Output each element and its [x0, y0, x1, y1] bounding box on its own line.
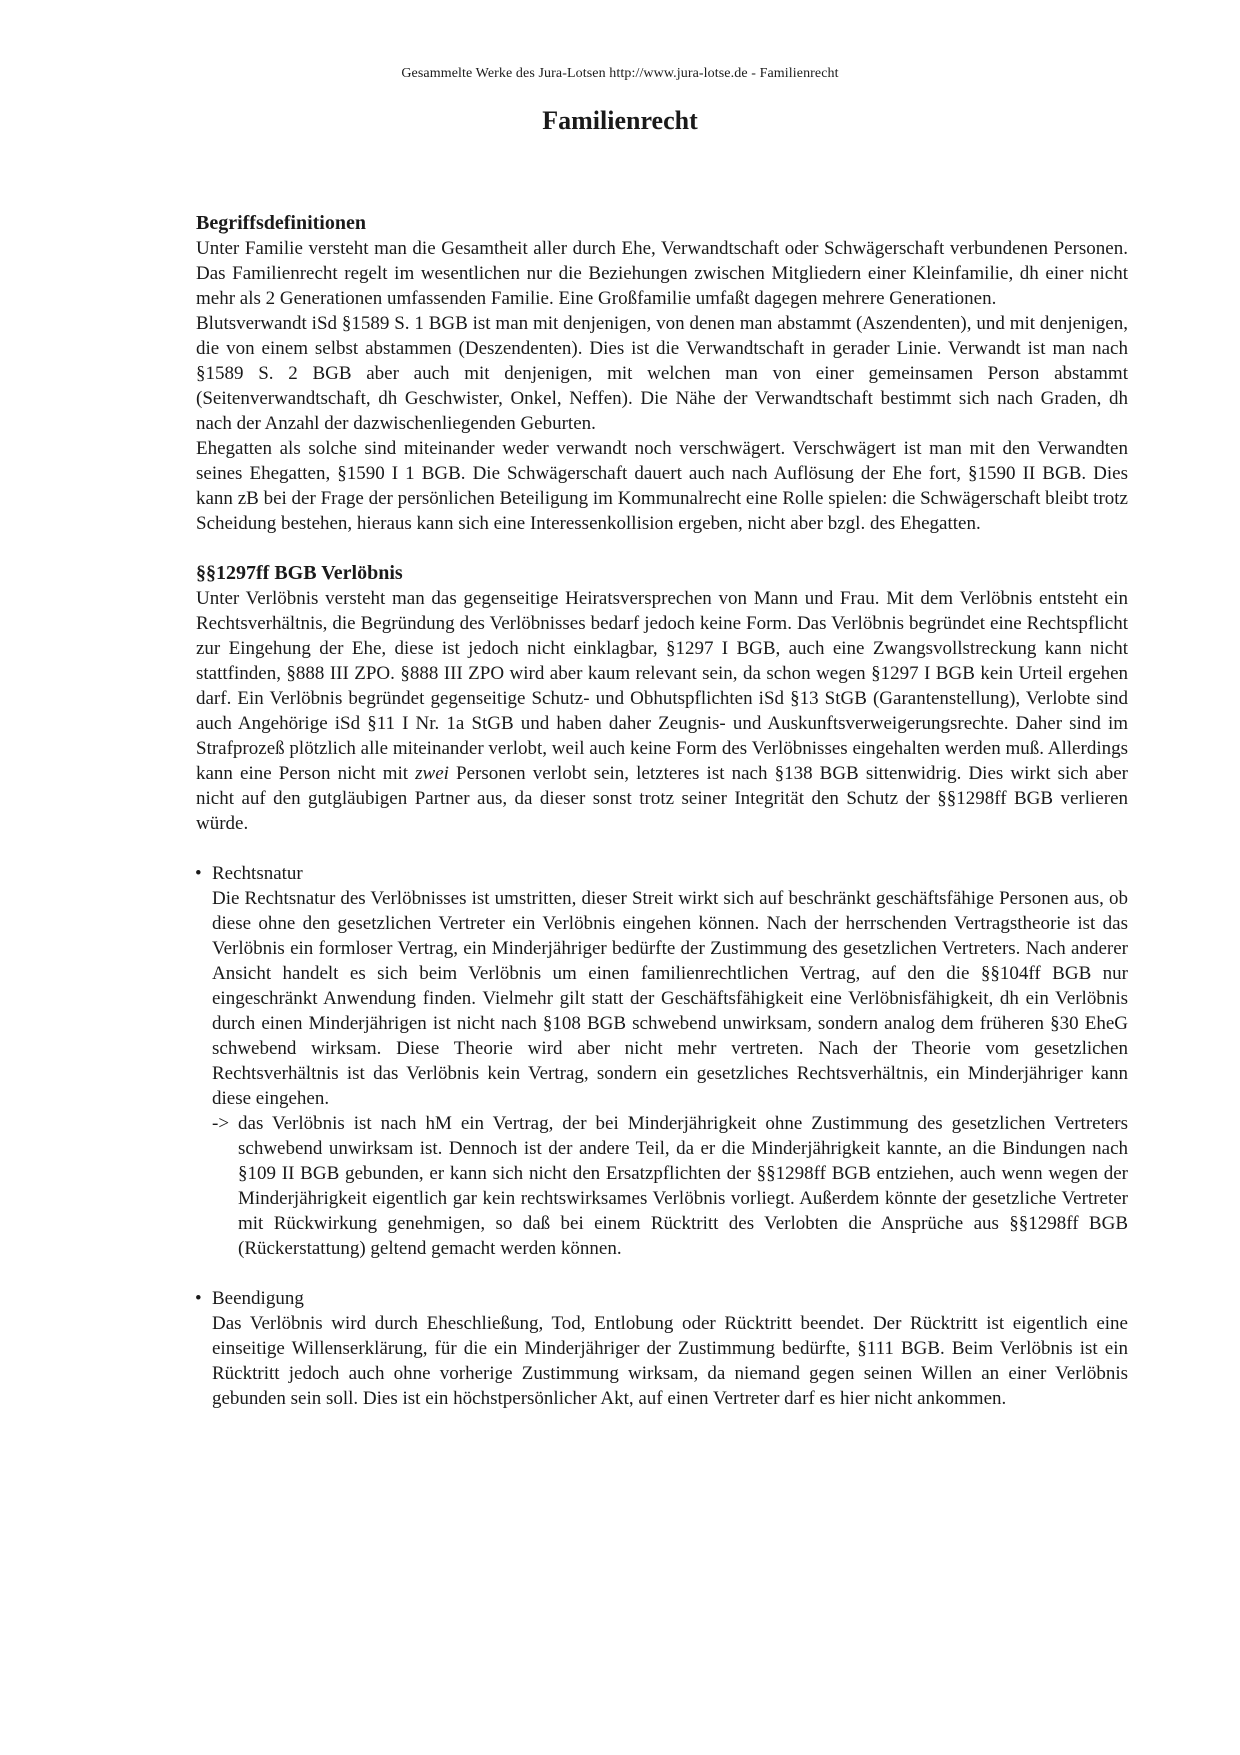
bullet-heading-beendigung: Beendigung: [212, 1288, 304, 1309]
document-body: [196, 210, 1128, 1411]
paragraph-ehegatten: Ehegatten als solche sind miteinander weder verwandt noch verschwägert. Verschwägert ist man mit den Verwandten seines Ehegatten, §1590 I 1 BGB. Die Schwägerschaft dauert auch nach Auflösung der Ehe fort, §1590 II BGB. Dies kann zB bei der Frage der persönlichen Beteiligung im Kommunalrecht eine Rolle spielen: die Schwägerschaft bleibt trotz Scheidung bestehen, hieraus kann sich eine Interessenkollision ergeben, nicht aber bzgl. des Ehegatten.: [196, 438, 1128, 534]
arrow-note: [212, 1111, 1128, 1261]
section-heading-verloebnis: §§1297ff BGB Verlöbnis: [196, 562, 403, 584]
arrow-note-text: das Verlöbnis ist nach hM ein Vertrag, der bei Minderjährigkeit ohne Zustimmung des gesetzlichen Vertreters schwebend unwirksam ist. Dennoch ist der andere Teil, da er die Minderjährigkeit kannte, an die Bindungen nach §109 II BGB gebunden, er kann sich nicht den Ersatzpflichten der §§1298ff BGB entziehen, auch wenn wegen der Minderjährigkeit eigentlich gar kein rechtswirksames Verlöbnis vorliegt. Außerdem könnte der gesetzliche Vertreter mit Rückwirkung genehmigen, so daß bei einem Rücktritt des Verlobten die Ansprüche aus §§1298ff BGB (Rückerstattung) geltend gemacht werden können.: [238, 1113, 1129, 1259]
paragraph-beendigung: Das Verlöbnis wird durch Eheschließung, Tod, Entlobung oder Rücktritt beendet. Der Rücktritt ist eigentlich eine einseitige Willenserklärung, für die ein Minderjähriger der Zustimmung bedürfte, §111 BGB. Beim Verlöbnis ist ein Rücktritt jedoch auch ohne vorherige Zustimmung wirksam, da niemand gegen seinen Willen an einer Verlöbnis gebunden sein soll. Dies ist ein höchstpersönlicher Akt, auf einen Vertreter darf es hier nicht ankommen.: [212, 1313, 1128, 1409]
bullet-icon: •: [195, 1288, 202, 1309]
document-title: Familienrecht: [542, 106, 698, 135]
bullet-rechtsnatur: [195, 861, 1129, 1261]
bullet-heading-rechtsnatur: Rechtsnatur: [212, 863, 303, 884]
paragraph-verloebnis: [196, 586, 1128, 836]
bullet-icon: •: [195, 863, 202, 884]
page-header: Gesammelte Werke des Jura-Lotsen http://www.jura-lotse.de - Familienrecht: [401, 66, 839, 81]
arrow-icon: ->: [212, 1113, 230, 1134]
emphasis-zwei: zwei: [415, 763, 449, 784]
paragraph-familie: Unter Familie versteht man die Gesamtheit aller durch Ehe, Verwandtschaft oder Schwägerschaft verbundenen Personen. Das Familienrecht regelt im wesentlichen nur die Beziehungen zwischen Mitgliedern einer Kleinfamilie, dh einer nicht mehr als 2 Generationen umfassenden Familie. Eine Großfamilie umfaßt dagegen mehrere Generationen.: [196, 238, 1128, 309]
paragraph-verloebnis-part1: Unter Verlöbnis versteht man das gegenseitige Heiratsversprechen von Mann und Frau. Mit dem Verlöbnis entsteht ein Rechtsverhältnis, die Begründung des Verlöbnisses bedarf jedoch keine Form. Das Verlöbnis begründet eine Rechtspflicht zur Eingehung der Ehe, diese ist jedoch nicht einklagbar, §1297 I BGB, auch eine Zwangsvollstreckung kann nicht stattfinden, §888 III ZPO. §888 III ZPO wird aber kaum relevant sein, da schon wegen §1297 I BGB kein Urteil ergehen darf. Ein Verlöbnis begründet gegenseitige Schutz- und Obhutspflichten iSd §13 StGB (Garantenstellung), Verlobte sind auch Angehörige iSd §11 I Nr. 1a StGB und haben daher Zeugnis- und Auskunftsverweigerungsrechte. Daher sind im Strafprozeß plötzlich alle miteinander verlobt, weil auch keine Form des Verlöbnisses eingehalten werden muß. Allerdings kann eine Person nicht mit: [196, 588, 1128, 784]
section-heading-begriffsdefinitionen: Begriffsdefinitionen: [196, 212, 366, 234]
bullet-beendigung: [195, 1286, 1128, 1411]
paragraph-verloebnis-part2: Personen verlobt sein, letzteres ist nach §138 BGB sittenwidrig. Dies wirkt sich aber nicht auf den gutgläubigen Partner aus, da dieser sonst trotz seiner Integrität den Schutz der §§1298ff BGB verlieren würde.: [196, 763, 1128, 834]
paragraph-blutsverwandt: Blutsverwandt iSd §1589 S. 1 BGB ist man mit denjenigen, von denen man abstammt (Aszendenten), und mit denjenigen, die von einem selbst abstammen (Deszendenten). Dies ist die Verwandtschaft in gerader Linie. Verwandt ist man nach §1589 S. 2 BGB aber auch mit denjenigen, mit welchen man von einer gemeinsamen Person abstammt (Seitenverwandtschaft, dh Geschwister, Onkel, Neffen). Die Nähe der Verwandtschaft bestimmt sich nach Graden, dh nach der Anzahl der dazwischenliegenden Geburten.: [196, 313, 1128, 434]
paragraph-rechtsnatur: Die Rechtsnatur des Verlöbnisses ist umstritten, dieser Streit wirkt sich auf beschränkt geschäftsfähige Personen aus, ob diese ohne den gesetzlichen Vertreter ein Verlöbnis eingehen können. Nach der herrschenden Vertragstheorie ist das Verlöbnis ein formloser Vertrag, ein Minderjähriger bedürfte der Zustimmung des gesetzlichen Vertreters. Nach anderer Ansicht handelt es sich beim Verlöbnis um einen familienrechtlichen Vertrag, auf den die §§104ff BGB nur eingeschränkt Anwendung finden. Vielmehr gilt statt der Geschäftsfähigkeit eine Verlöbnisfähigkeit, dh ein Verlöbnis durch einen Minderjährigen ist nicht nach §108 BGB schwebend unwirksam, sondern analog dem früheren §30 EheG schwebend wirksam. Diese Theorie wird aber nicht mehr vertreten. Nach der Theorie vom gesetzlichen Rechtsverhältnis ist das Verlöbnis kein Vertrag, sondern ein gesetzliches Rechtsverhältnis, ein Minderjähriger kann diese eingehen.: [212, 888, 1128, 1109]
